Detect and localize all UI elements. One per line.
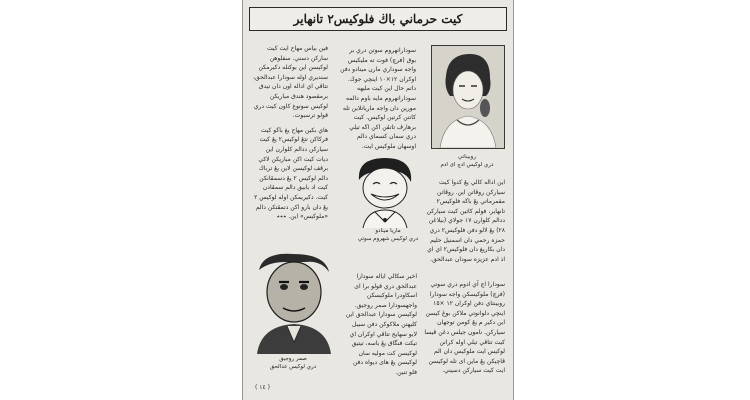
caption-middle-credit: دري لوکيس شهروم سوتي [357, 236, 419, 242]
caption-middle [357, 227, 419, 243]
paragraph: سوداراتهروم سوتن دري بر بوق (فرچ) فوت ته مليکيس واجه سوداري مارن مينادو دفن اوکران ١٢×١٠ اينچي جوڬ. داتم حال اين کيت مليهه سوداراتهروم مايه باوم دالمه مورين دان واجه مارياتلاين تله کانتن کرتين لوکيس. کيت برهارڤ تاتڤن اکن اڬه تيلي دري سمان کسماي دالم اوسهان ملوکيس ايت. [340, 47, 416, 150]
caption-top-name: روبيناتي [458, 154, 476, 160]
caption-top [433, 153, 501, 169]
caption-bottom-name: صمر روجيق [279, 356, 307, 362]
paragraph: فين بياس مهاح ايت کيت سارکن دسني. سفلوهن لوکيسن اين بوکنله دکيرمکن سنديري اوله سودارا عبدالحق، تتاڤي اي اداله اون دان تيدق برمقصود هندق مباريکن لوکيس سوتوغ کاون کيت دري قولو ترسبوت. [253, 45, 328, 120]
magazine-page [242, 0, 514, 400]
article-title: کيت حرماني باڬ فلوکيس٢ تانهاير [293, 12, 463, 26]
portrait-sketch-samar-rojiq [249, 250, 339, 354]
paragraph: هاي بکين مهاح يغ باڬو کيت فرکاکن تتڠ لوکيس٢ يڠ کيت سيارکن ددالم کلوارن اين ديات کيت اکن مباريکن لاکي برڤف لوکيسن لاين يڠ ترباڬ دالم لوکيس ٢ يڠ دسمڤانکن کيت اد بابيق دالم سمڤادن کيت. دکيريمکن اوله لوکيس ٢ يڠ دان بارو اکن دتمڤتکن دالم «ملوکيس» اين. ٭٭٭ [254, 126, 328, 221]
caricature-sketch-maria-menado [347, 154, 423, 228]
paragraph: اخير سکالي اياله سودارا عبدالحق دري قولو برا اى اسکاودرا ملوکيسکن واجهسودارا صمر روجيق. لوکيسن سودارا عبدالحق اين کليهتن ملاکوکن دفن سيبل لايو سهايج تتاڤي اوکران اي تيکت فنگاق يڠ باسه، تيتيق لوکيسن کت موليه سان لوکيسن يڠ هاى ديواه دفن فلو تنين. [345, 273, 417, 376]
page-number: ( ١٤ ) [255, 384, 270, 391]
column-right-middle [423, 178, 505, 269]
caption-top-credit: دري لوکيس ادچ اى ادم [440, 162, 494, 168]
article-title-box [249, 7, 507, 31]
column-right-bottom [423, 280, 505, 381]
column-middle-bottom [345, 272, 417, 383]
paragraph: اين اداله کالي يڠ کدوا کيت سيارکن روڤاتن اين. روڤاتن مقمرماتي يڠ باڬه فلوکيس٢ تانهاير، فولم کاتين کيت سيارکن ددالم کلوارن ١٧ جولاي (بيلاڠن ٢٨) يڠ لالو دفن فلوکيس٢ دري حمزه رحمي دان اسمنيل حليم دان بکاريغ دان فلوکيس٢ اي اي اذ ادم عزيزه سودان عبدالحق. [426, 179, 505, 263]
column-left-top [252, 44, 328, 227]
caption-bottom-credit: دري لوکيس عدالحق [269, 364, 317, 370]
paragraph: سودارا اچ آي ادوم دري سوتي (فرچ) ملوکيسکن واجه سودارا روبينتاي دفن اوکران ١٢ ×١٥ اينچي دلوانوتي ملاکن بوڠ کيسن اين دکير م يڠ کومن توجهان سيارکن. نامون جيلس دڠن ڤيسا کيت تتاڤي تيلي اوله کرانن لوکيس ايت ملوکيس دان الم ڤاچيکن يڠ ماين اى تله لوکيسن ايت کيت سيارکن دسيني. [424, 281, 505, 375]
caption-bottom [255, 355, 331, 371]
caption-middle-name: ماريا مينادو [375, 228, 401, 234]
portrait-photo-rubinati [431, 45, 505, 149]
portrait-photo-graphic [432, 46, 504, 148]
column-middle-top [338, 46, 416, 157]
